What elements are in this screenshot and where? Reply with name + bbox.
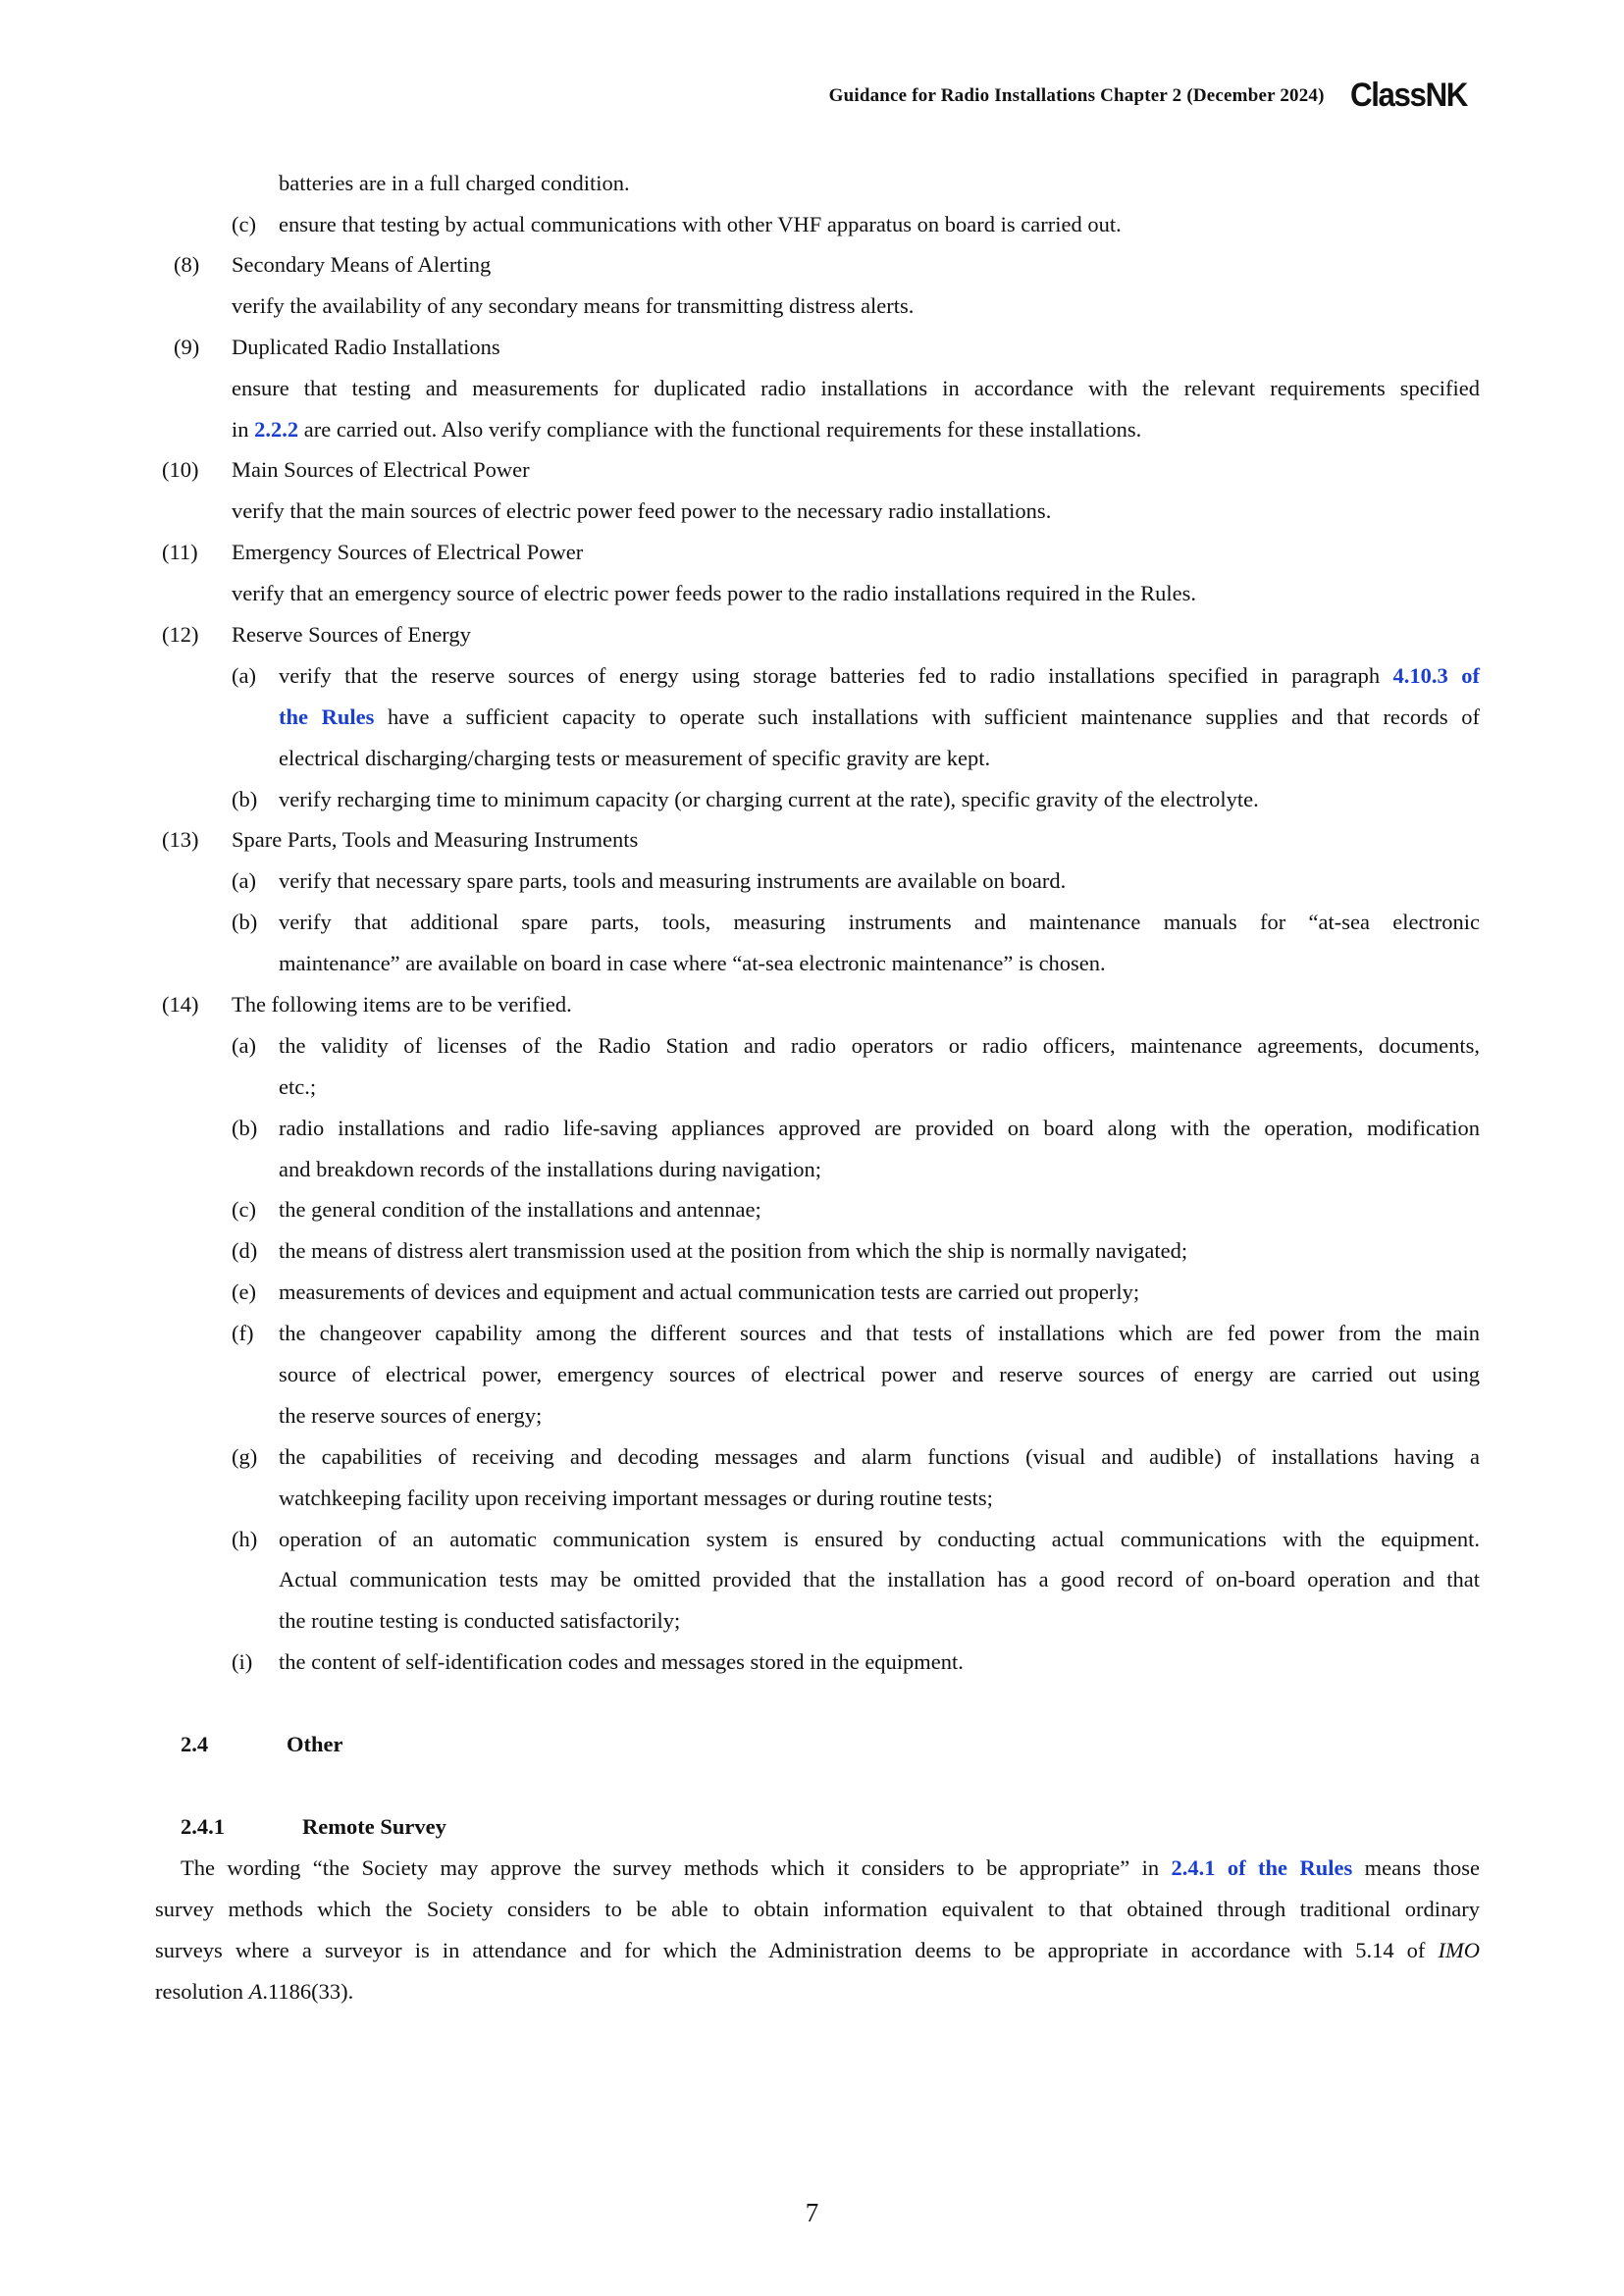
item-11-text: verify that an emergency source of electric power feeds power to the radio installations required in the Rules. — [232, 581, 1196, 605]
item-11-label: (11) — [162, 540, 198, 564]
page-number: 7 — [805, 2198, 819, 2227]
item-12-title: Reserve Sources of Energy — [232, 622, 471, 647]
item-14e-text: measurements of devices and equipment and actual communication tests are carried out properly; — [279, 1279, 1140, 1304]
subsection-number: 2.4.1 — [181, 1814, 225, 1839]
ref-link-the-rules[interactable]: the Rules — [279, 704, 375, 729]
item-8-label: (8) — [174, 252, 200, 277]
item-13-label: (13) — [162, 827, 199, 852]
item-14h-label: (h) — [232, 1527, 258, 1551]
item-14f-label: (f) — [232, 1321, 254, 1345]
item-14f-text-3: the reserve sources of energy; — [279, 1403, 543, 1428]
remote-survey-para-line-1: The wording “the Society may approve the survey methods which it considers to be appropriate” in 2.4.1 of the Rules means those — [181, 1855, 1481, 1880]
item-12a-text-2: the Rules have a sufficient capacity to operate such installations with sufficient maintenance supplies and that records of — [279, 704, 1481, 729]
item-c-label: (c) — [232, 212, 256, 236]
ref-link-2-4-1[interactable]: 2.4.1 of the Rules — [1171, 1855, 1353, 1880]
item-14g-text-1: the capabilities of receiving and decoding messages and alarm functions (visual and audible) of installations having a — [279, 1444, 1480, 1469]
section-title: Other — [287, 1732, 343, 1756]
item-14-label: (14) — [162, 992, 199, 1017]
item-14h-text-2: Actual communication tests may be omitted provided that the installation has a good record of on-board operation and that — [279, 1567, 1480, 1592]
item-13-title: Spare Parts, Tools and Measuring Instruments — [232, 827, 639, 852]
item-14e-label: (e) — [232, 1279, 256, 1304]
ref-link-4-10-3[interactable]: 4.10.3 of — [1392, 663, 1480, 688]
item-14b-text-2: and breakdown records of the installations during navigation; — [279, 1157, 821, 1181]
item-14f-text-1: the changeover capability among the different sources and that tests of installations which are fed power from the main — [279, 1321, 1480, 1345]
item-14h-text-3: the routine testing is conducted satisfactorily; — [279, 1608, 681, 1633]
item-8-title: Secondary Means of Alerting — [232, 252, 492, 277]
classnk-logo: ClassNK — [1349, 77, 1467, 114]
remote-survey-para-line-4: resolution A.1186(33). — [155, 1979, 354, 2004]
section-number: 2.4 — [181, 1732, 209, 1756]
item-12a-text-1: verify that the reserve sources of energy using storage batteries fed to radio installations specified in paragraph 4.10.3 of — [279, 663, 1480, 688]
item-14g-text-2: watchkeeping facility upon receiving important messages or during routine tests; — [279, 1486, 993, 1510]
item-13a-label: (a) — [232, 868, 256, 893]
item-9-label: (9) — [174, 335, 200, 359]
item-14c-label: (c) — [232, 1197, 256, 1222]
item-12a-label: (a) — [232, 663, 256, 688]
item-10-title: Main Sources of Electrical Power — [232, 457, 530, 482]
item-10-label: (10) — [162, 457, 199, 482]
item-14a-text-2: etc.; — [279, 1074, 317, 1099]
item-14b-text-1: radio installations and radio life-saving appliances approved are provided on board along with the operation, modification — [279, 1116, 1480, 1140]
item-13a-text: verify that necessary spare parts, tools and measuring instruments are available on board. — [279, 868, 1067, 893]
subsection-title: Remote Survey — [302, 1814, 446, 1839]
item-12-label: (12) — [162, 622, 199, 647]
item-c-text: ensure that testing by actual communications with other VHF apparatus on board is carried out. — [279, 212, 1122, 236]
header-title: Guidance for Radio Installations Chapter 2 (December 2024) — [828, 84, 1325, 106]
item-12b-label: (b) — [232, 787, 258, 811]
item-14i-text: the content of self-identification codes and messages stored in the equipment. — [279, 1649, 964, 1674]
item-14d-text: the means of distress alert transmission used at the position from which the ship is normally navigated; — [279, 1238, 1188, 1263]
item-8-text: verify the availability of any secondary means for transmitting distress alerts. — [232, 293, 915, 318]
item-14g-label: (g) — [232, 1444, 258, 1469]
item-9-title: Duplicated Radio Installations — [232, 335, 500, 359]
item-11-title: Emergency Sources of Electrical Power — [232, 540, 584, 564]
item-14i-label: (i) — [232, 1649, 253, 1674]
item-14h-text-1: operation of an automatic communication system is ensured by conducting actual communications with the equipment. — [279, 1527, 1480, 1551]
item-14a-label: (a) — [232, 1033, 256, 1058]
page-header — [829, 77, 1477, 115]
item-14c-text: the general condition of the installations and antennae; — [279, 1197, 761, 1222]
item-14-title: The following items are to be verified. — [232, 992, 572, 1017]
item-10-text: verify that the main sources of electric power feed power to the necessary radio installations. — [232, 498, 1052, 523]
item-9-text-1: ensure that testing and measurements for duplicated radio installations in accordance with the relevant requirements specified — [232, 376, 1480, 400]
item-9-text-2: in 2.2.2 are carried out. Also verify compliance with the functional requirements for these installations. — [232, 417, 1142, 442]
item-12a-text-3: electrical discharging/charging tests or measurement of specific gravity are kept. — [279, 746, 991, 770]
item-14f-text-2: source of electrical power, emergency sources of electrical power and reserve sources of energy are carried out using — [279, 1362, 1480, 1386]
item-14a-text-1: the validity of licenses of the Radio Station and radio operators or radio officers, maintenance agreements, documents, — [279, 1033, 1480, 1058]
remote-survey-para-line-3: surveys where a surveyor is in attendance and for which the Administration deems to be appropriate in accordance with 5.14 of IMO — [155, 1938, 1481, 1962]
ref-link-2-2-2[interactable]: 2.2.2 — [254, 417, 299, 442]
item-13b-text-2: maintenance” are available on board in case where “at-sea electronic maintenance” is chosen. — [279, 951, 1106, 975]
item-12b-text: verify recharging time to minimum capacity (or charging current at the rate), specific gravity of the electrolyte. — [279, 787, 1259, 811]
item-14d-label: (d) — [232, 1238, 258, 1263]
continuation-line: batteries are in a full charged condition. — [279, 171, 630, 195]
item-13b-text-1: verify that additional spare parts, tools, measuring instruments and maintenance manuals for “at-sea electronic — [279, 910, 1480, 934]
item-14b-label: (b) — [232, 1116, 258, 1140]
item-13b-label: (b) — [232, 910, 258, 934]
remote-survey-para-line-2: survey methods which the Society considers to be able to obtain information equivalent to that obtained through traditional ordinary — [155, 1897, 1480, 1921]
